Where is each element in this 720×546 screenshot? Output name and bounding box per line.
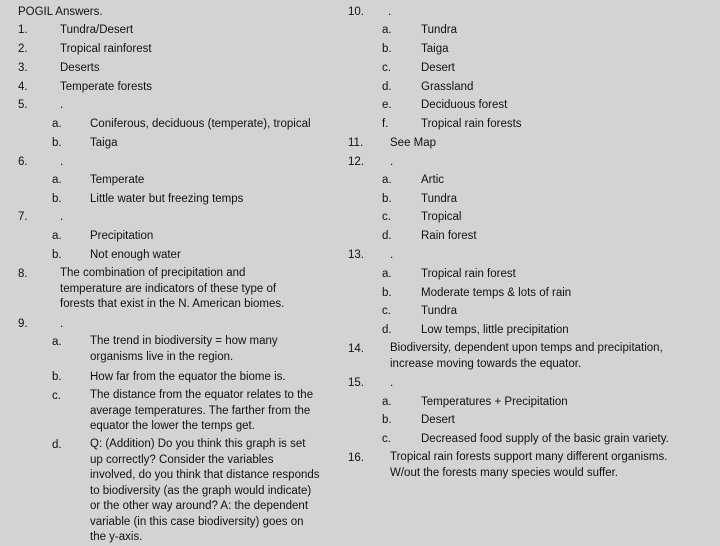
answer-number: 7. <box>18 211 28 223</box>
answer-text: . <box>60 99 64 111</box>
sub-text: Tropical <box>421 211 462 223</box>
answer-text: Tropical rain forests support many different organisms. W/out the forests many species would suffer. <box>390 451 668 479</box>
answer-text: . <box>390 377 394 389</box>
sub-text: Taiga <box>421 43 449 55</box>
sub-text: Temperatures + Precipitation <box>421 396 568 408</box>
sub-letter: b. <box>382 287 392 299</box>
sub-text: Not enough water <box>90 249 181 261</box>
sub-letter: c. <box>382 211 391 223</box>
sub-text: Tropical rain forests <box>421 118 522 130</box>
answer-text: . <box>390 156 394 168</box>
answer-text: Deserts <box>60 62 100 74</box>
sub-text: Low temps, little precipitation <box>421 324 569 336</box>
sub-letter: b. <box>52 193 62 205</box>
sub-letter: d. <box>382 324 392 336</box>
answer-text: The combination of precipitation and temperature are indicators of these type of forests that exist in the N. American biomes. <box>60 267 285 310</box>
answer-number: 9. <box>18 318 28 330</box>
sub-text: Little water but freezing temps <box>90 193 244 205</box>
sub-letter: a. <box>52 230 62 242</box>
sub-letter: a. <box>382 174 392 186</box>
sub-letter: c. <box>382 305 391 317</box>
sub-letter: a. <box>382 396 392 408</box>
sub-letter: d. <box>52 439 62 451</box>
answer-text: . <box>60 156 64 168</box>
sub-letter: d. <box>382 230 392 242</box>
sub-letter: d. <box>382 81 392 93</box>
answer-number: 14. <box>348 343 364 355</box>
answer-number: 12. <box>348 156 364 168</box>
sub-text: Tundra <box>421 305 458 317</box>
sub-text: Tundra <box>421 193 458 205</box>
sub-letter: c. <box>52 390 61 402</box>
sub-letter: b. <box>382 43 392 55</box>
sub-text: How far from the equator the biome is. <box>90 371 286 383</box>
sub-text: Tropical rain forest <box>421 268 516 280</box>
answer-text: Biodiversity, dependent upon temps and precipitation, increase moving towards the equator. <box>390 342 663 370</box>
page-title: POGIL Answers. <box>18 6 103 18</box>
sub-letter: e. <box>382 99 392 111</box>
sub-text: Rain forest <box>421 230 477 242</box>
answer-text: Tundra/Desert <box>60 24 134 36</box>
sub-letter: a. <box>382 268 392 280</box>
answer-number: 6. <box>18 156 28 168</box>
sub-text: Deciduous forest <box>421 99 508 111</box>
answer-number: 2. <box>18 43 28 55</box>
sub-letter: f. <box>382 118 389 130</box>
sub-text: Desert <box>421 62 455 74</box>
sub-letter: c. <box>382 433 391 445</box>
sub-letter: a. <box>382 24 392 36</box>
answer-number: 4. <box>18 81 28 93</box>
sub-letter: b. <box>52 137 62 149</box>
answer-number: 1. <box>18 24 28 36</box>
answer-number: 5. <box>18 99 28 111</box>
answer-number: 13. <box>348 249 364 261</box>
sub-text: Temperate <box>90 174 145 186</box>
sub-text: Grassland <box>421 81 474 93</box>
sub-letter: b. <box>52 371 62 383</box>
sub-text: Artic <box>421 174 444 186</box>
sub-letter: b. <box>382 193 392 205</box>
answer-text: Temperate forests <box>60 81 153 93</box>
sub-letter: b. <box>382 414 392 426</box>
sub-letter: a. <box>52 174 62 186</box>
sub-text: Q: (Addition) Do you think this graph is set up correctly? Consider the variables involved, do you think that distance responds to biodiversity (as the graph would indicate) or the other way around? A: the dependent variable (in this case biodiversity) goes on the y-axis. <box>90 438 320 543</box>
sub-letter: a. <box>52 118 62 130</box>
sub-text: The distance from the equator relates to the average temperatures. The farther from the equator the lower the temps get. <box>90 389 314 432</box>
answer-text: . <box>60 318 64 330</box>
answer-number: 10. <box>348 6 364 18</box>
sub-text: Taiga <box>90 137 118 149</box>
sub-text: The trend in biodiversity = how many organisms live in the region. <box>90 335 278 363</box>
sub-text: Coniferous, deciduous (temperate), tropical <box>90 118 311 130</box>
answer-text: See Map <box>390 137 437 149</box>
answer-number: 15. <box>348 377 364 389</box>
answer-number: 8. <box>18 268 28 280</box>
answer-text: Tropical rainforest <box>60 43 152 55</box>
sub-text: Decreased food supply of the basic grain variety. <box>421 433 669 445</box>
sub-text: Desert <box>421 414 455 426</box>
sub-text: Tundra <box>421 24 458 36</box>
answer-number: 16. <box>348 452 364 464</box>
sub-text: Moderate temps & lots of rain <box>421 287 572 299</box>
answer-text: . <box>60 211 64 223</box>
answer-number: 11. <box>348 137 364 149</box>
answer-number: 3. <box>18 62 28 74</box>
sub-letter: b. <box>52 249 62 261</box>
answer-text: . <box>390 249 394 261</box>
sub-letter: c. <box>382 62 391 74</box>
sub-letter: a. <box>52 336 62 348</box>
answer-text: . <box>388 6 392 18</box>
sub-text: Precipitation <box>90 230 154 242</box>
